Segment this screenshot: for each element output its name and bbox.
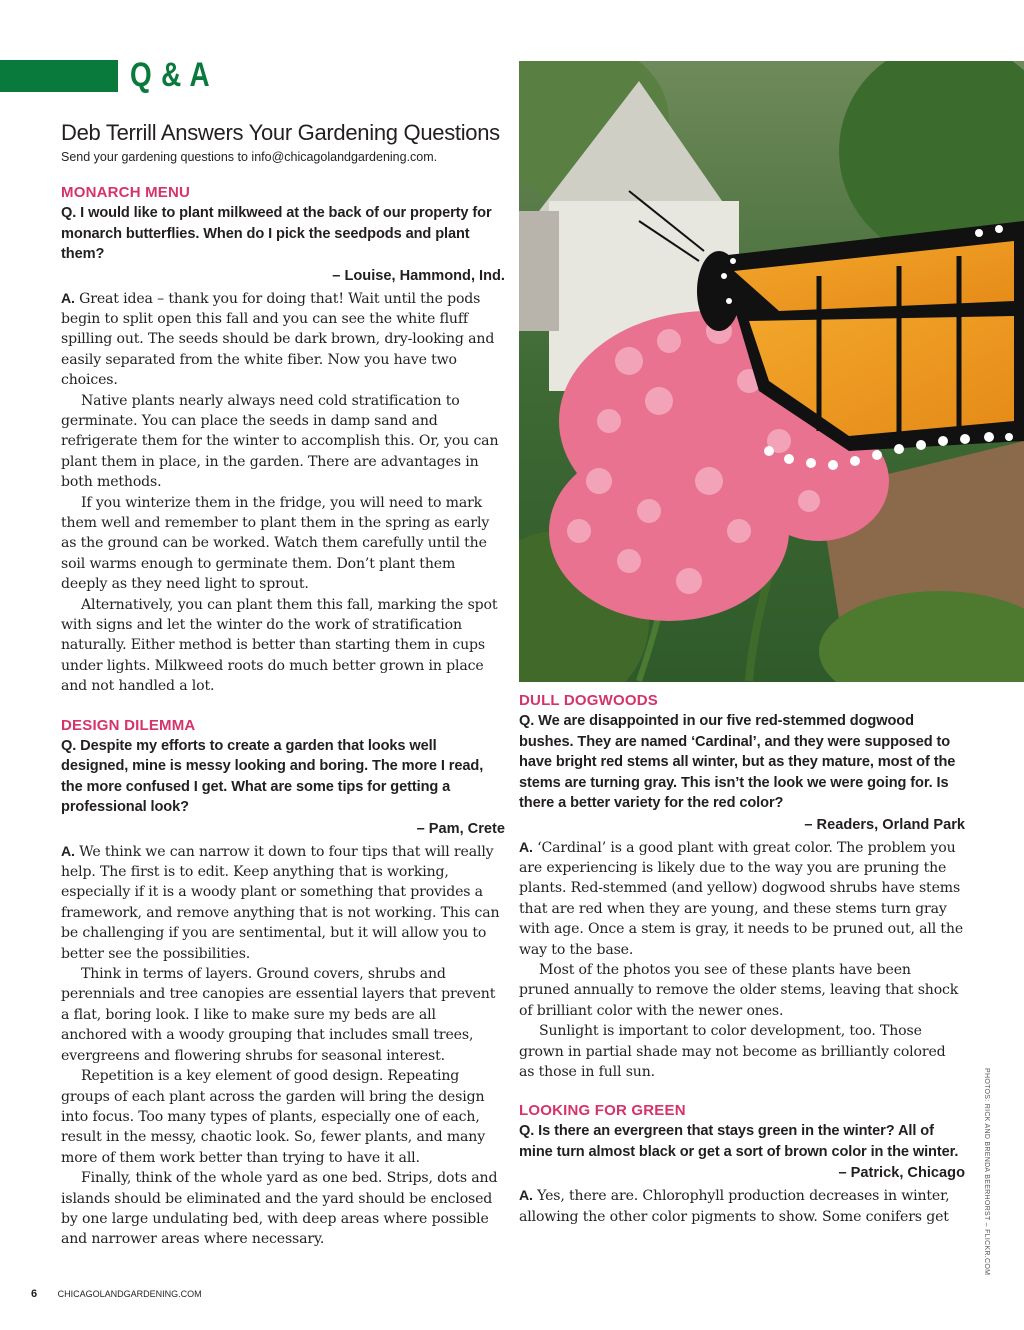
- answer-paragraph: Most of the photos you see of these plants have been pruned annually to remove the older stems, leaving that shock of brilliant color with the newer ones.: [519, 961, 959, 1019]
- question-attribution: – Patrick, Chicago: [838, 1165, 965, 1182]
- answer-paragraph: Native plants nearly always need cold stratification to germinate. You can place the seeds in damp sand and refrigerate them for the winter to accomplish this. Or, you can plant them in place, in the garden. There are advantages in both methods.: [61, 392, 499, 491]
- answer-paragraph: Think in terms of layers. Ground covers, shrubs and perennials and tree canopies are essential layers that prevent a flat, boring look. I like to make sure my beds are all anchored with a woody grouping that includes small trees, evergreens and flowering shrubs for seasonal interest.: [61, 966, 496, 1064]
- answer-label: A.: [61, 842, 75, 859]
- monarch-butterfly-photo: [519, 61, 1024, 682]
- answer-body: [61, 841, 505, 1250]
- question-text: Q. We are disappointed in our five red-stemmed dogwood bushes. They are named ‘Cardinal’, and they were supposed to have bright red stems all winter, but as they mature, most of the stems are turning gray. This isn’t the look we were going for. Is there a better variety for the red color?: [519, 713, 956, 811]
- answer-label: A.: [519, 1187, 533, 1204]
- question-text: Q. Despite my efforts to create a garden that looks well designed, mine is messy looking and boring. The more I read, the more confused I get. What are some tips for getting a professional look?: [61, 737, 484, 816]
- answer-label: A.: [519, 838, 533, 855]
- section-label: Q & A: [130, 56, 211, 94]
- qa-heading: DESIGN DILEMMA: [61, 716, 196, 734]
- answer-paragraph: Alternatively, you can plant them this fall, marking the spot with signs and let the winter do the work of stratification naturally. Either method is better than starting them in cups under lights. Milkweed roots do much better grown in place and not handled a lot.: [61, 596, 498, 695]
- qa-heading: DULL DOGWOODS: [519, 692, 658, 709]
- question-text: Q. I would like to plant milkweed at the back of our property for monarch butterflies. When do I pick the seedpods and plant them?: [61, 205, 492, 262]
- qa-monarch-menu: [61, 184, 505, 697]
- qa-dull-dogwoods: [519, 692, 965, 1082]
- answer-paragraph: A. Yes, there are. Chlorophyll production decreases in winter, allowing the other color pigments to show. Some conifers get: [519, 1187, 950, 1225]
- answer-paragraph: Finally, think of the whole yard as one bed. Strips, dots and islands should be eliminated and the yard should be enclosed by one large undulating bed, with deep areas where possible and narrower areas where necessary.: [61, 1170, 498, 1248]
- qa-looking-for-green: [519, 1102, 965, 1227]
- answer-paragraph: Repetition is a key element of good design. Repeating groups of each plant across the garden will bring the design into focus. Too many types of plants, especially one of each, result in the messy, chaotic look. So, fewer plants, and many more of them work better than trying to have it all.: [61, 1068, 486, 1166]
- qa-design-dilemma: [61, 717, 505, 1250]
- left-column: [61, 120, 505, 1270]
- qa-heading: LOOKING FOR GREEN: [519, 1102, 686, 1120]
- answer-paragraph: If you winterize them in the fridge, you will need to mark them well and remember to plant them in the spring as early as the ground can be worked. Watch them carefully until the soil warms enough to germinate them. Don’t plant them deeply as they need light to sprout.: [61, 494, 490, 593]
- answer-body: [519, 1185, 965, 1227]
- section-color-bar: [0, 60, 118, 92]
- question-attribution: – Readers, Orland Park: [804, 816, 965, 833]
- qa-heading: MONARCH MENU: [61, 184, 191, 201]
- answer-label: A.: [61, 289, 75, 306]
- answer-body: [519, 837, 965, 1083]
- page-footer: [31, 1288, 202, 1300]
- answer-paragraph: A. We think we can narrow it down to four tips that will really help. The first is to edit. Keep anything that is working, especially if it is a woody plant or something that provides a framework, and remove anything that is not working. This can be challenging if you are sentimental, but it will allow you to better see the possibilities.: [61, 842, 500, 962]
- answer-body: [61, 288, 505, 697]
- photo-credit: PHOTOS: RICK AND BRENDA BEERHORST – FLICKR.COM: [983, 1068, 990, 1276]
- question-attribution: – Louise, Hammond, Ind.: [332, 267, 505, 284]
- answer-paragraph: A. Great idea – thank you for doing that! Wait until the pods begin to split open this fall and you can see the white fluff spilling out. The seeds should be dark brown, dry-looking and easily separated from the white fiber. Now you have two choices.: [61, 289, 495, 389]
- page-number: 6: [31, 1288, 38, 1300]
- answer-paragraph: A. ‘Cardinal’ is a good plant with great color. The problem you are experiencing is likely due to the way you are pruning the plants. Red-stemmed (and yellow) dogwood shrubs have stems that are red when they are young, and these stems turn gray with age. Once a stem is gray, it needs to be pruned out, all the way to the base.: [519, 838, 964, 958]
- right-column: [519, 692, 965, 1247]
- page-title: Deb Terrill Answers Your Gardening Questions: [61, 120, 500, 145]
- footer-site: CHICAGOLANDGARDENING.COM: [57, 1289, 202, 1299]
- question-attribution: – Pam, Crete: [416, 820, 505, 837]
- submission-note: Send your gardening questions to info@chicagolandgardening.com.: [61, 150, 438, 164]
- question-text: Q. Is there an evergreen that stays green in the winter? All of mine turn almost black or get a sort of brown color in the winter.: [519, 1123, 959, 1160]
- answer-paragraph: Sunlight is important to color development, too. Those grown in partial shade may not become as brilliantly colored as those in full sun.: [519, 1023, 946, 1080]
